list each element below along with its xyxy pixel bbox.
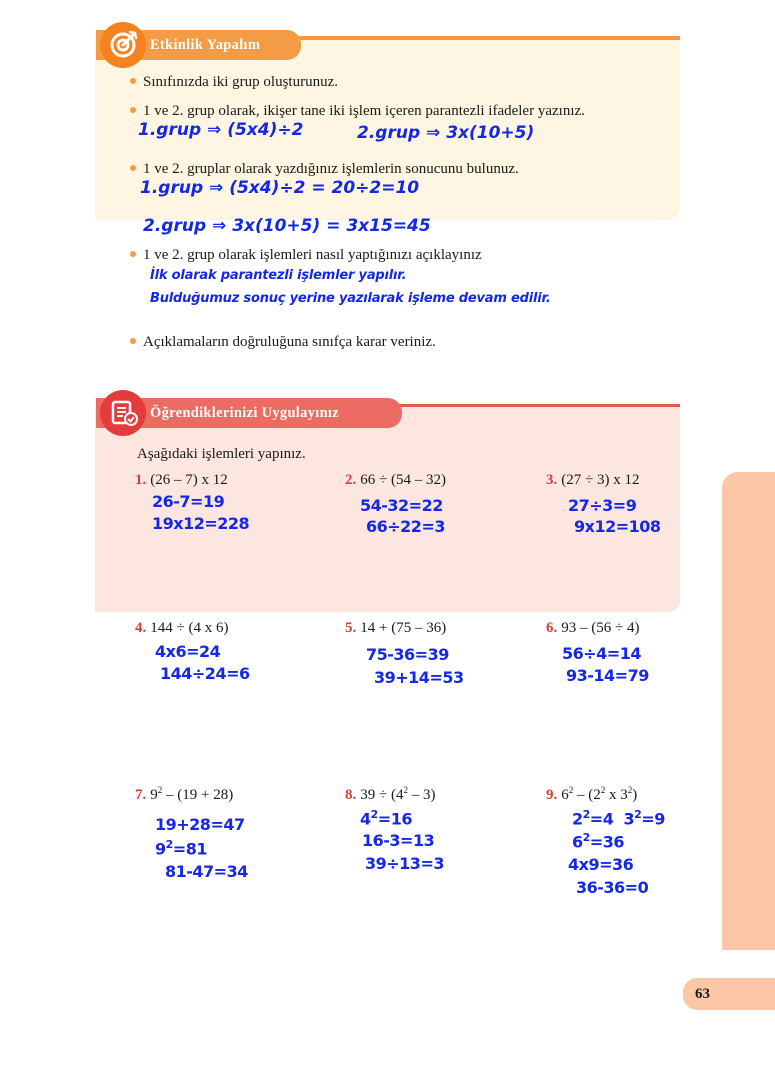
problem-5: 5. 14 + (75 – 36) — [345, 620, 447, 636]
work-9d: 36-36=0 — [576, 878, 649, 897]
work-7c: 81-47=34 — [165, 862, 248, 881]
activity-bullet: Açıklamaların doğruluğuna sınıfça karar veriniz. — [130, 334, 436, 351]
problem-3: 3. (27 ÷ 3) x 12 — [546, 472, 640, 488]
page-number: 63 — [683, 978, 775, 1010]
problem-9: 9. $6^2 - (2^2$ x $3^2$) — [546, 785, 638, 803]
work-1b: 19x12=228 — [152, 514, 250, 533]
work-3b: 9x12=108 — [574, 517, 661, 536]
handwriting-explain-line2: Bulduğumuz sonuç yerine yazılarak işleme devam edilir. — [150, 291, 551, 306]
problem-6: 6. 93 – (56 ÷ 4) — [546, 620, 640, 636]
activity-title: Etkinlik Yapalım — [150, 37, 261, 53]
handwriting-explain-line1: İlk olarak parantezli işlemler yapılır. — [150, 268, 407, 283]
handwriting-group1-result: 1.grup ⇒ (5x4)÷2 = 20÷2=10 — [140, 178, 420, 198]
practice-title: Öğrendiklerinizi Uygulayınız — [150, 405, 339, 421]
work-5b: 39+14=53 — [374, 668, 464, 687]
handwriting-group2-result: 2.grup ⇒ 3x(10+5) = 3x15=45 — [143, 216, 431, 236]
activity-bullet: 1 ve 2. gruplar olarak yazdığınız işlemlerin sonucunu bulunuz. — [130, 161, 519, 178]
work-4a: 4x6=24 — [155, 642, 221, 661]
activity-bullet: 1 ve 2. grup olarak, ikişer tane iki işlem içeren parantezli ifadeler yazınız. — [130, 103, 585, 120]
side-band — [722, 472, 775, 950]
problem-1: 1. (26 – 7) x 12 — [135, 472, 228, 488]
problem-2: 2. 66 ÷ (54 – 32) — [345, 472, 446, 488]
work-8a: $4^2=16$ — [360, 808, 412, 829]
activity-bullet: Sınıfınızda iki grup oluşturunuz. — [130, 74, 338, 91]
work-9b: $6^2=36$ — [572, 831, 624, 852]
practice-instruction: Aşağıdaki işlemleri yapınız. — [137, 446, 306, 462]
work-6a: 56÷4=14 — [562, 644, 641, 663]
problem-8: 8. $39 \div (4^2 - 3)$ — [345, 785, 436, 803]
checklist-icon — [100, 390, 146, 436]
work-5a: 75-36=39 — [366, 645, 449, 664]
work-8c: 39÷13=3 — [365, 854, 444, 873]
work-3a: 27÷3=9 — [568, 496, 637, 515]
problem-4: 4. 144 ÷ (4 x 6) — [135, 620, 229, 636]
problem-7: 7. $9^2 - (19 + 28)$ — [135, 785, 234, 803]
work-7a: 19+28=47 — [155, 815, 245, 834]
work-1a: 26-7=19 — [152, 492, 225, 511]
activity-bullet: 1 ve 2. grup olarak işlemleri nasıl yaptığınızı açıklayınız — [130, 247, 482, 264]
work-8b: 16-3=13 — [362, 831, 435, 850]
work-6b: 93-14=79 — [566, 666, 649, 685]
target-icon — [100, 22, 146, 68]
work-7b: $9^2=81$ — [155, 838, 207, 859]
handwriting-group1-expr: 1.grup ⇒ (5x4)÷2 — [138, 120, 304, 140]
work-9a: $2^2=4$ $3^2=9$ — [572, 808, 665, 829]
handwriting-group2-expr: 2.grup ⇒ 3x(10+5) — [357, 123, 535, 143]
work-9c: 4x9=36 — [568, 855, 634, 874]
work-4b: 144÷24=6 — [160, 664, 250, 683]
work-2a: 54-32=22 — [360, 496, 443, 515]
work-2b: 66÷22=3 — [366, 517, 445, 536]
